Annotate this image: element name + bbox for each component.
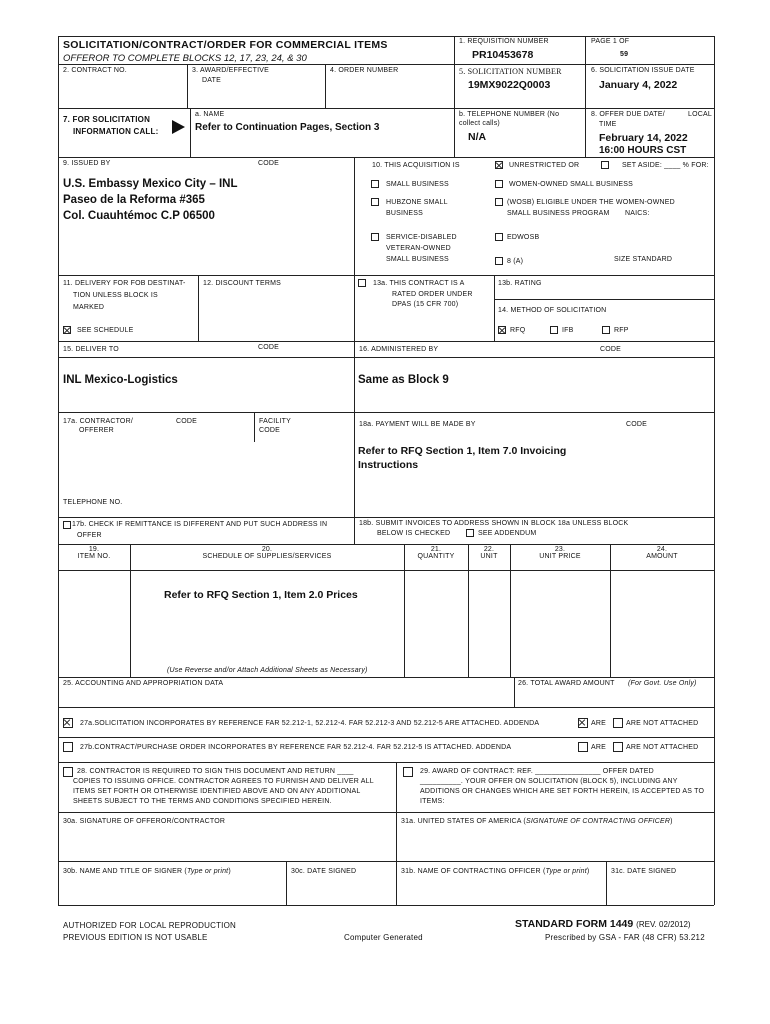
clause-27b-are-label: ARE (591, 744, 606, 751)
wosb-label: (WOSB) ELIGIBLE UNDER THE WOMEN-OWNED (507, 199, 675, 206)
rfq-checkbox[interactable] (498, 326, 506, 334)
issue-date-label: 6. SOLICITATION ISSUE DATE (591, 67, 695, 74)
offer-due-time-label: TIME (599, 121, 617, 128)
submit-invoices-label: 18b. SUBMIT INVOICES TO ADDRESS SHOWN IN BLOCK 18a UNLESS BLOCK (359, 520, 629, 527)
rated-order-label-3: DPAS (15 CFR 700) (392, 301, 459, 308)
hubzone-label-2: BUSINESS (386, 210, 423, 217)
clause-27b-are-checkbox[interactable] (578, 742, 588, 752)
wosb-checkbox[interactable] (495, 198, 503, 206)
page-total: 59 (620, 51, 629, 58)
set-aside-label: SET ASIDE: ____ % FOR: (622, 162, 709, 169)
total-award-note: (For Govt. Use Only) (628, 680, 697, 687)
deliver-to-value[interactable]: INL Mexico-Logistics (63, 374, 178, 386)
administered-by-value[interactable]: Same as Block 9 (358, 374, 449, 386)
facility-code-label: FACILITY (259, 418, 291, 425)
issued-by-line2[interactable]: Paseo de la Reforma #365 (63, 194, 205, 206)
rated-order-label: 13a. THIS CONTRACT IS A (373, 280, 465, 287)
administered-by-code-label: CODE (600, 346, 622, 353)
sdvo-label-3: SMALL BUSINESS (386, 256, 449, 263)
contractor-sign-checkbox[interactable] (63, 767, 73, 777)
remittance-label-2: OFFER (77, 532, 102, 539)
unrestricted-checkbox[interactable] (495, 161, 503, 169)
set-aside-checkbox[interactable] (601, 161, 609, 169)
rated-order-checkbox[interactable] (358, 279, 366, 287)
contract-no-label: 2. CONTRACT NO. (63, 67, 127, 74)
contractor-label-2: OFFERER (79, 427, 114, 434)
signature-contracting-officer-field[interactable]: 31a. UNITED STATES OF AMERICA (SIGNATURE OF CONTRACTING OFFICER) (401, 818, 673, 825)
offeror-date-signed-field[interactable]: 30c. DATE SIGNED (291, 868, 357, 875)
signature-offeror-field[interactable]: 30a. SIGNATURE OF OFFEROR/CONTRACTOR (63, 818, 226, 825)
delivery-fob-label-3: MARKED (73, 304, 105, 311)
requisition-label: 1. REQUISITION NUMBER (459, 38, 549, 45)
issued-by-code-label: CODE (258, 160, 280, 167)
col-unit-price-header: 23. UNIT PRICE (539, 546, 581, 560)
total-award-label: 26. TOTAL AWARD AMOUNT (518, 680, 615, 687)
info-call-label: 7. FOR SOLICITATION (63, 115, 151, 124)
issue-date-value[interactable]: January 4, 2022 (599, 79, 678, 91)
telephone-label: b. TELEPHONE NUMBER (No (459, 111, 560, 118)
contracting-officer-name-field[interactable]: 31b. NAME OF CONTRACTING OFFICER (Type or print) (401, 868, 590, 875)
sdvo-checkbox[interactable] (371, 233, 379, 241)
offer-due-time[interactable]: 16:00 HOURS CST (599, 145, 687, 156)
col-quantity-header: 21. QUANTITY (417, 546, 455, 560)
unrestricted-label: UNRESTRICTED OR (509, 162, 580, 169)
requisition-number[interactable]: PR10453678 (472, 49, 534, 61)
hubzone-checkbox[interactable] (371, 198, 379, 206)
clause-27b-checkbox[interactable] (63, 742, 73, 752)
col-unit-header: 22. UNIT (480, 546, 498, 560)
name-label: a. NAME (195, 111, 225, 118)
accounting-label: 25. ACCOUNTING AND APPROPRIATION DATA (63, 680, 224, 687)
facility-code-label-2: CODE (259, 427, 281, 434)
telephone-value[interactable]: N/A (468, 131, 487, 143)
order-number-label: 4. ORDER NUMBER (330, 67, 399, 74)
offer-due-local: LOCAL (688, 111, 712, 118)
rfp-label: RFP (614, 327, 629, 334)
submit-invoices-label-2: BELOW IS CHECKED (377, 530, 451, 537)
delivery-fob-label-2: TION UNLESS BLOCK IS (73, 292, 158, 299)
offer-due-date[interactable]: February 14, 2022 (599, 132, 688, 144)
solicitation-number-label: 5. SOLICITATION NUMBER (459, 67, 562, 76)
eight-a-label: 8 (A) (507, 258, 524, 265)
clause-27b-are-not-label: ARE NOT ATTACHED (626, 744, 699, 751)
small-business-label: SMALL BUSINESS (386, 181, 449, 188)
wosb-label-2: SMALL BUSINESS PROGRAM (507, 210, 610, 217)
size-standard-label: SIZE STANDARD (614, 256, 673, 263)
see-addendum-checkbox[interactable] (466, 529, 474, 537)
naics-label: NAICS: (625, 210, 650, 217)
solicitation-number[interactable]: 19MX9022Q0003 (468, 79, 551, 91)
see-addendum-label: SEE ADDENDUM (478, 530, 537, 537)
rating-label: 13b. RATING (498, 280, 542, 287)
telephone-label-2: collect calls) (459, 120, 500, 127)
sdvo-label-2: VETERAN-OWNED (386, 245, 451, 252)
footer-form-name: STANDARD FORM 1449 (REV. 02/2012) (515, 918, 691, 930)
arrow-right-icon (172, 120, 185, 134)
payment-code-label: CODE (626, 421, 648, 428)
contractor-code-label: CODE (176, 418, 198, 425)
remittance-checkbox[interactable] (63, 521, 71, 529)
sdvo-label: SERVICE-DISABLED (386, 234, 457, 241)
schedule-body-text[interactable]: Refer to RFQ Section 1, Item 2.0 Prices (164, 589, 358, 601)
col-item-no-header: 19. ITEM NO. (77, 546, 111, 560)
col-schedule-header: 20. SCHEDULE OF SUPPLIES/SERVICES (202, 546, 332, 560)
contact-name-value[interactable]: Refer to Continuation Pages, Section 3 (195, 122, 380, 133)
women-owned-checkbox[interactable] (495, 180, 503, 188)
clause-29-line1: 29. AWARD OF CONTRACT: REF. ________________ OFFER DATED (420, 768, 654, 775)
footer-authorized: AUTHORIZED FOR LOCAL REPRODUCTION (63, 921, 236, 930)
edwosb-checkbox[interactable] (495, 233, 503, 241)
page-label: PAGE 1 OF (591, 38, 630, 45)
clause-29-line2: __________. YOUR OFFER ON SOLICITATION (BLOCK 5), INCLUDING ANY (420, 778, 678, 785)
info-call-label-2: INFORMATION CALL: (73, 127, 159, 136)
clause-27b-text: 27b.CONTRACT/PURCHASE ORDER INCORPORATES BY REFERENCE FAR 52.212-4. FAR 52.212-5 IS ATTACHED. ADDENDA (80, 744, 512, 751)
clause-28-line2: COPIES TO ISSUING OFFICE. CONTRACTOR AGREES TO FURNISH AND DELIVER ALL (73, 778, 374, 785)
clause-28-line3: ITEMS SET FORTH OR OTHERWISE IDENTIFIED ABOVE AND ON ANY ADDITIONAL (73, 788, 361, 795)
issued-by-label: 9. ISSUED BY (63, 160, 111, 167)
hubzone-label: HUBZONE SMALL (386, 199, 448, 206)
signer-name-title-field[interactable]: 30b. NAME AND TITLE OF SIGNER (Type or print) (63, 868, 231, 875)
col-amount-header: 24. AMOUNT (646, 546, 678, 560)
see-schedule-checkbox[interactable] (63, 326, 71, 334)
clause-27a-checkbox[interactable] (63, 718, 73, 728)
reverse-note: (Use Reverse and/or Attach Additional Sheets as Necessary) (167, 667, 368, 674)
ifb-label: IFB (562, 327, 574, 334)
women-owned-label: WOMEN-OWNED SMALL BUSINESS (509, 181, 633, 188)
eight-a-checkbox[interactable] (495, 257, 503, 265)
clause-27a-are-not-checkbox[interactable] (613, 718, 623, 728)
see-schedule-label: SEE SCHEDULE (77, 327, 134, 334)
rfq-label: RFQ (510, 327, 526, 334)
clause-27b-are-not-checkbox[interactable] (613, 742, 623, 752)
ifb-checkbox[interactable] (550, 326, 558, 334)
method-label: 14. METHOD OF SOLICITATION (498, 307, 607, 314)
offer-due-label: 8. OFFER DUE DATE/ (591, 111, 665, 118)
acquisition-label: 10. THIS ACQUISITION IS (372, 162, 460, 169)
clause-27a-are-not-label: ARE NOT ATTACHED (626, 720, 699, 727)
award-contract-checkbox[interactable] (403, 767, 413, 777)
clause-27a-are-checkbox[interactable] (578, 718, 588, 728)
footer-previous-edition: PREVIOUS EDITION IS NOT USABLE (63, 933, 208, 942)
delivery-fob-label: 11. DELIVERY FOR FOB DESTINAT- (63, 280, 186, 287)
payment-label: 18a. PAYMENT WILL BE MADE BY (359, 421, 476, 428)
form-title: SOLICITATION/CONTRACT/ORDER FOR COMMERCIAL ITEMS (63, 39, 388, 51)
clause-29-line4: ITEMS: (420, 798, 445, 805)
rated-order-label-2: RATED ORDER UNDER (392, 291, 473, 298)
administered-by-label: 16. ADMINISTERED BY (359, 346, 439, 353)
officer-date-signed-field[interactable]: 31c. DATE SIGNED (611, 868, 677, 875)
payment-value[interactable]: Refer to RFQ Section 1, Item 7.0 Invoicing (358, 445, 567, 457)
clause-29-line3: ADDITIONS OR CHANGES WHICH ARE SET FORTH HEREIN, IS ACCEPTED AS TO (420, 788, 705, 795)
issued-by-line1[interactable]: U.S. Embassy Mexico City – INL (63, 178, 238, 190)
footer-prescribed: Prescribed by GSA - FAR (48 CFR) 53.212 (545, 933, 705, 942)
telephone-no-label: TELEPHONE NO. (63, 499, 123, 506)
contractor-label: 17a. CONTRACTOR/ (63, 418, 133, 425)
remittance-label: 17b. CHECK IF REMITTANCE IS DIFFERENT AND PUT SUCH ADDRESS IN (72, 521, 328, 528)
deliver-to-code-label: CODE (258, 344, 280, 351)
deliver-to-label: 15. DELIVER TO (63, 346, 119, 353)
payment-value-2[interactable]: Instructions (358, 459, 419, 471)
award-date-label: 3. AWARD/EFFECTIVE (192, 67, 269, 74)
small-business-checkbox[interactable] (371, 180, 379, 188)
clause-27a-are-label: ARE (591, 720, 606, 727)
award-date-label-2: DATE (202, 77, 221, 84)
edwosb-label: EDWOSB (507, 234, 540, 241)
issued-by-line3[interactable]: Col. Cuauhtémoc C.P 06500 (63, 210, 215, 222)
rfp-checkbox[interactable] (602, 326, 610, 334)
clause-28-line1: 28. CONTRACTOR IS REQUIRED TO SIGN THIS DOCUMENT AND RETURN ____ (77, 768, 354, 775)
discount-terms-label: 12. DISCOUNT TERMS (203, 280, 282, 287)
form-subtitle: OFFEROR TO COMPLETE BLOCKS 12, 17, 23, 24, & 30 (63, 53, 307, 64)
footer-computer-generated: Computer Generated (344, 933, 423, 942)
clause-27a-text: 27a.SOLICITATION INCORPORATES BY REFERENCE FAR 52.212-1, 52.212-4. FAR 52.212-3 AND 52.212-5 ARE ATTACHED. ADDENDA (80, 720, 540, 727)
clause-28-line4: SHEETS SUBJECT TO THE TERMS AND CONDITIONS SPECIFIED HEREIN. (73, 798, 332, 805)
